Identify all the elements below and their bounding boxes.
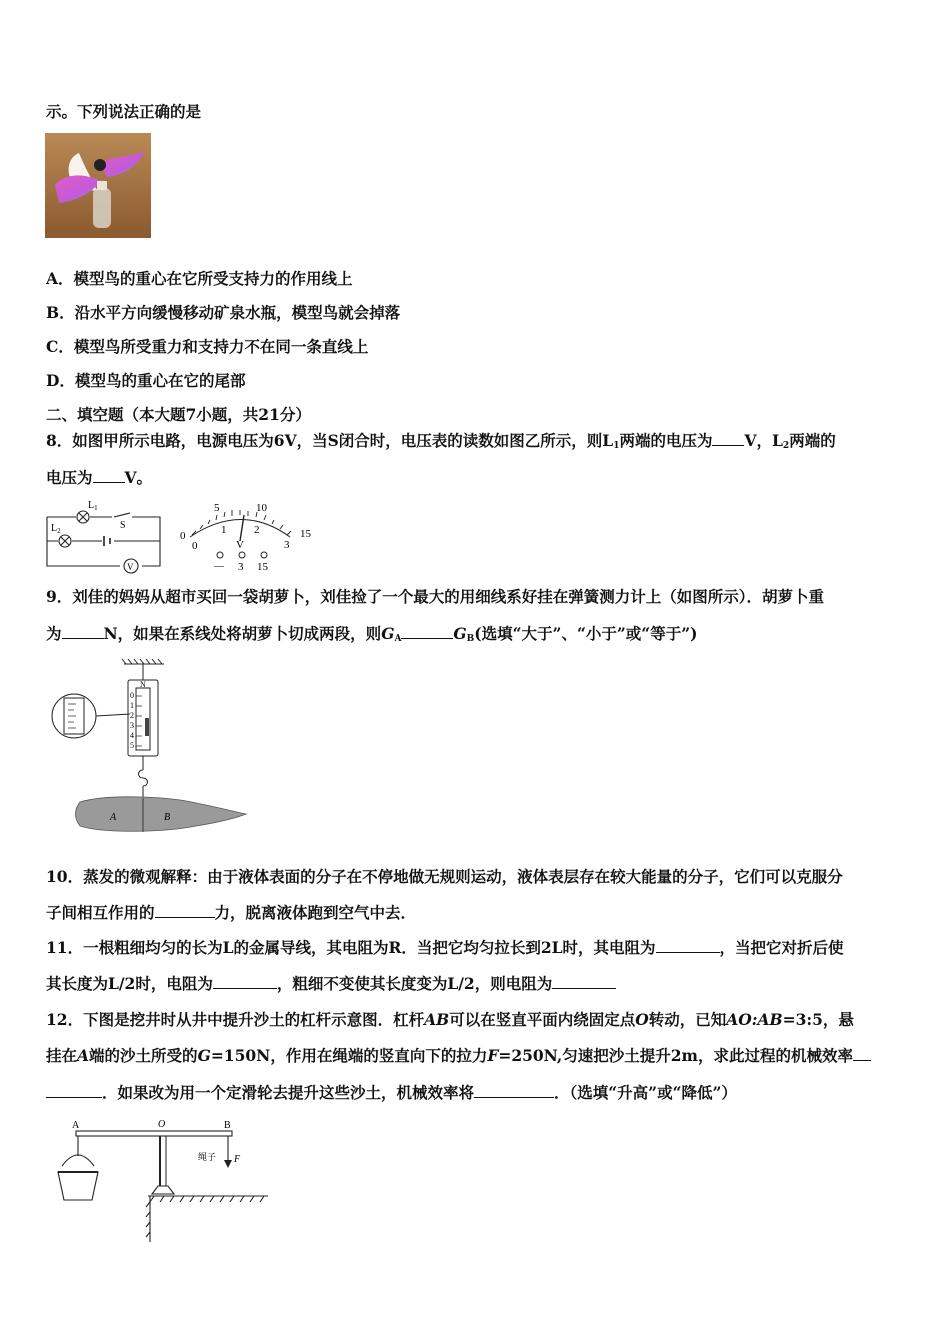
q9-blank-compare[interactable] [401, 624, 453, 639]
q8-blank-l1[interactable] [712, 431, 744, 446]
q8-sub-1: 1 [613, 441, 620, 451]
label-v: V [127, 562, 134, 572]
scale-pointer [145, 718, 149, 736]
post-base [152, 1186, 174, 1194]
dial-bottom-2: 2 [254, 524, 260, 536]
bird-photo [45, 133, 151, 238]
q9-spring-scale-figure [46, 658, 252, 836]
q11-text-4: ，粗细不变使其长度变为L/2，则电阻为 [276, 974, 553, 993]
dial-unit: V [236, 539, 244, 551]
q9-line1: 9．刘佳的妈妈从超市买回一袋胡萝卜，刘佳捡了一个最大的用细线系好挂在弹簧测力计上（如图所示）．胡萝卜重 [46, 587, 825, 606]
q12-line2 [46, 1046, 871, 1066]
scale-label-0: 0 [130, 691, 134, 700]
q12-blank-1b[interactable] [46, 1083, 102, 1098]
terminal-15 [261, 552, 267, 558]
bottle-cap [97, 181, 107, 190]
q11-blank-2[interactable] [213, 974, 277, 989]
dial-bottom-3: 3 [284, 539, 290, 551]
q12-a: A [77, 1046, 90, 1065]
q12-line1 [46, 1010, 854, 1030]
terminal-15-label: 15 [257, 561, 268, 573]
terminal-3-label: 3 [238, 561, 244, 573]
carrot-shape [76, 797, 247, 831]
terminal-3 [239, 552, 245, 558]
scale-label-1: 1 [130, 701, 134, 710]
dial-top-15: 15 [300, 528, 311, 540]
q10-text-2: 子间相互作用的 [46, 903, 155, 922]
q11-text-3: 其长度为L/2时，电阻为 [46, 974, 213, 993]
lamp-l1-cross [79, 513, 87, 521]
bird-head [94, 159, 106, 171]
q8-line1 [46, 431, 836, 456]
bottom-hook [139, 770, 148, 786]
rope-label: 绳子 [198, 1152, 217, 1162]
q7-stem-tail: 示。下列说法正确的是 [46, 102, 202, 121]
q8-text-4: 两端的 [789, 431, 836, 450]
bucket-body [58, 1172, 98, 1200]
q11-line2 [46, 974, 616, 994]
bucket-handle [62, 1155, 94, 1166]
section-title: 二、填空题（本大题7小题，共21分） [46, 405, 311, 424]
q9-gb: G [453, 624, 467, 643]
q12-text-7: =150N，作用在绳端的竖直向下的拉力 [210, 1046, 488, 1065]
scale-label-5: 5 [130, 741, 134, 750]
q11-blank-1[interactable] [656, 938, 720, 953]
lever-bar [76, 1131, 232, 1136]
label-l1: $L_1$ [88, 500, 98, 512]
q9-ga-sub: A [394, 634, 402, 644]
q12-ratio: AO:AB [726, 1010, 783, 1029]
q8-text-3: V，L [744, 431, 783, 450]
scale-label-2: 2 [130, 711, 134, 720]
ceiling-hatch [122, 659, 162, 664]
ground-hatch [150, 1196, 264, 1202]
q8-blank-l2[interactable] [93, 468, 125, 483]
q11-line1 [46, 938, 844, 958]
q12-text-4: =3:5，悬 [782, 1010, 854, 1029]
water-bottle [93, 188, 111, 228]
q8-voltmeter-dial [172, 497, 322, 575]
q10-line1: 10．蒸发的微观解释：由于液体表面的分子在不停地做无规则运动，液体表层存在较大能量的分子，它们可以克服分 [46, 867, 843, 886]
q12-f: F [487, 1046, 499, 1065]
scale-unit-n: N [140, 680, 146, 689]
q9-gb-sub: B [466, 634, 475, 644]
carrot-label-a: A [110, 812, 117, 823]
q12-blank-2[interactable] [474, 1083, 554, 1098]
q12-text-6: 端的沙土所受的 [89, 1046, 198, 1065]
q12-line3 [46, 1083, 737, 1103]
q9-text-2: 为 [46, 624, 62, 643]
label-l2: $L_2$ [51, 523, 61, 535]
q7-option-a: A．模型鸟的重心在它所受支持力的作用线上 [46, 269, 353, 288]
battery-icon [104, 536, 110, 546]
q11-text-1: 11．一根粗细均匀的长为L的金属导线，其电阻为R．当把它均匀拉长到2L时，其电阻为 [46, 938, 656, 957]
q8-text-1: 8．如图甲所示电路，电源电压为6V，当S闭合时，电压表的读数如图乙所示，则L [46, 431, 614, 450]
q8-line2 [46, 468, 152, 488]
q11-text-2: ，当把它对折后使 [719, 938, 844, 957]
q10-blank[interactable] [155, 903, 215, 918]
q12-text-1: 12．下图是挖井时从井中提升沙土的杠杆示意图．杠杆 [46, 1010, 425, 1029]
q8-circuit-diagram [42, 498, 167, 574]
q8-text-6: V。 [124, 468, 153, 487]
q7-option-b: B．沿水平方向缓慢移动矿泉水瓶，模型鸟就会掉落 [46, 303, 401, 322]
q12-o: O [635, 1010, 649, 1029]
q12-text-8: =250N,匀速把沙土提升2m，求此过程的机械效率 [498, 1046, 853, 1065]
force-arrow-icon [224, 1160, 232, 1168]
q12-text-2: 可以在竖直平面内绕固定点 [449, 1010, 636, 1029]
q9-text-4: (选填“大于”、“小于”或“等于”) [474, 624, 698, 643]
q7-option-c: C．模型鸟所受重力和支持力不在同一条直线上 [46, 337, 369, 356]
lamp-l2-cross [61, 537, 69, 545]
force-label-f: F [234, 1154, 241, 1165]
q9-line2 [46, 624, 697, 649]
q12-lever-figure [48, 1116, 270, 1244]
carrot-label-b: B [164, 812, 171, 823]
label-s: S [120, 520, 126, 531]
q12-text-3: 转动，已知 [648, 1010, 727, 1029]
q12-text-5: 挂在 [46, 1046, 78, 1065]
scale-label-3: 3 [130, 721, 134, 730]
terminal-minus [217, 552, 223, 558]
dial-top-10: 10 [256, 502, 267, 514]
q12-text-10: ．（选填“升高”或“降低”） [554, 1083, 737, 1102]
q9-blank-weight[interactable] [62, 624, 104, 639]
lever-label-b: B [224, 1120, 231, 1131]
dial-top-0: 0 [180, 530, 186, 542]
q9-ga: G [381, 624, 395, 643]
q10-line2 [46, 903, 416, 923]
scale-label-4: 4 [130, 731, 134, 740]
q8-text-5: 电压为 [46, 468, 93, 487]
magnifier-pointer [96, 714, 130, 716]
dial-needle [240, 515, 244, 541]
q7-option-d: D．模型鸟的重心在它的尾部 [46, 371, 246, 390]
lever-label-o: O [158, 1119, 166, 1130]
dial-top-5: 5 [214, 502, 220, 514]
terminal-minus-label: — [214, 561, 224, 572]
q12-g: G [197, 1046, 211, 1065]
dial-arc [190, 520, 290, 538]
q9-text-3: N，如果在系线处将胡萝卜切成两段，则 [103, 624, 382, 643]
q12-ab: AB [424, 1010, 450, 1029]
q12-blank-1a[interactable] [853, 1046, 871, 1061]
q12-text-9: ．如果改为用一个定滑轮去提升这些沙土，机械效率将 [102, 1083, 475, 1102]
dial-bottom-1: 1 [221, 524, 227, 536]
well-hatch [146, 1202, 150, 1237]
q10-text-3: 力，脱离液体跑到空气中去． [214, 903, 417, 922]
q8-sub-2: 2 [782, 441, 790, 451]
lever-label-a: A [72, 1120, 80, 1131]
q8-text-2: 两端的电压为 [619, 431, 713, 450]
q11-blank-3[interactable] [552, 974, 616, 989]
dial-bottom-0: 0 [192, 540, 198, 552]
